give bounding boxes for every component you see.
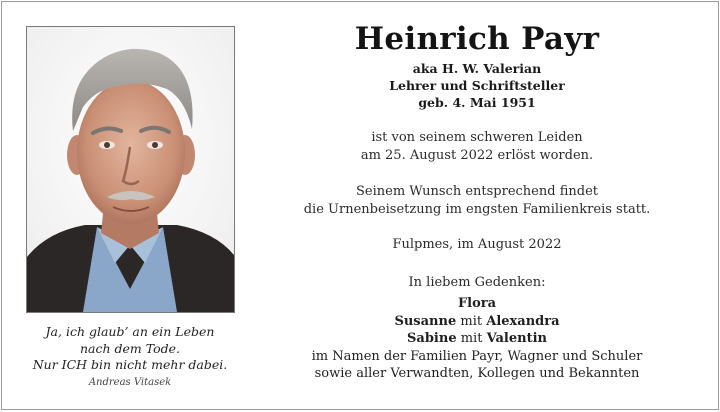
mourners-list xyxy=(292,295,662,383)
announcement-line: am 25. August 2022 erlöst worden. xyxy=(360,147,594,163)
profession: Lehrer und Schriftsteller xyxy=(389,78,565,93)
quote xyxy=(16,324,244,390)
memory-heading-text: In liebem Gedenken: xyxy=(408,274,546,290)
deceased-name: Heinrich Payr xyxy=(354,21,600,57)
mourner-row xyxy=(292,330,662,348)
birth-date: geb. 4. Mai 1951 xyxy=(418,95,536,110)
mourner-row xyxy=(292,295,662,313)
place-date xyxy=(292,236,662,254)
announcement-line: ist von seinem schweren Leiden xyxy=(371,130,583,145)
quote-line: Nur ICH bin nicht mehr dabei. xyxy=(32,357,228,372)
funeral-info xyxy=(292,183,662,218)
quote-line: nach dem Tode. xyxy=(79,340,181,356)
mourner-name: Alexandra xyxy=(486,313,560,329)
deceased-bio xyxy=(292,60,662,111)
funeral-line: die Urnenbeisetzung im engsten Familienkreis statt. xyxy=(303,201,651,217)
quote-line: Ja, ich glaub’ an ein Leben xyxy=(45,324,215,339)
funeral-line: Seinem Wunsch entsprechend findet xyxy=(356,184,598,199)
pen-name: aka H. W. Valerian xyxy=(412,61,542,76)
memory-heading xyxy=(292,274,662,292)
mourner-name: Sabine xyxy=(407,331,457,346)
others-line: sowie aller Verwandten, Kollegen und Bekannten xyxy=(314,366,640,381)
mourner-name: Susanne xyxy=(394,313,457,329)
mourner-row xyxy=(292,313,662,331)
obituary-notice xyxy=(1,1,719,410)
connector-text: mit xyxy=(460,313,483,329)
mourner-name: Valentin xyxy=(486,331,547,346)
quote-author: Andreas Vitasek xyxy=(88,376,172,388)
portrait-photo xyxy=(26,26,235,313)
notice-text xyxy=(292,20,662,383)
connector-text: mit xyxy=(460,331,483,346)
death-announcement xyxy=(292,129,662,164)
portrait-image xyxy=(27,27,234,312)
families-line: im Namen der Familien Payr, Wagner und Schuler xyxy=(311,348,643,364)
place-date-text: Fulpmes, im August 2022 xyxy=(392,237,562,252)
mourner-name: Flora xyxy=(457,296,497,311)
